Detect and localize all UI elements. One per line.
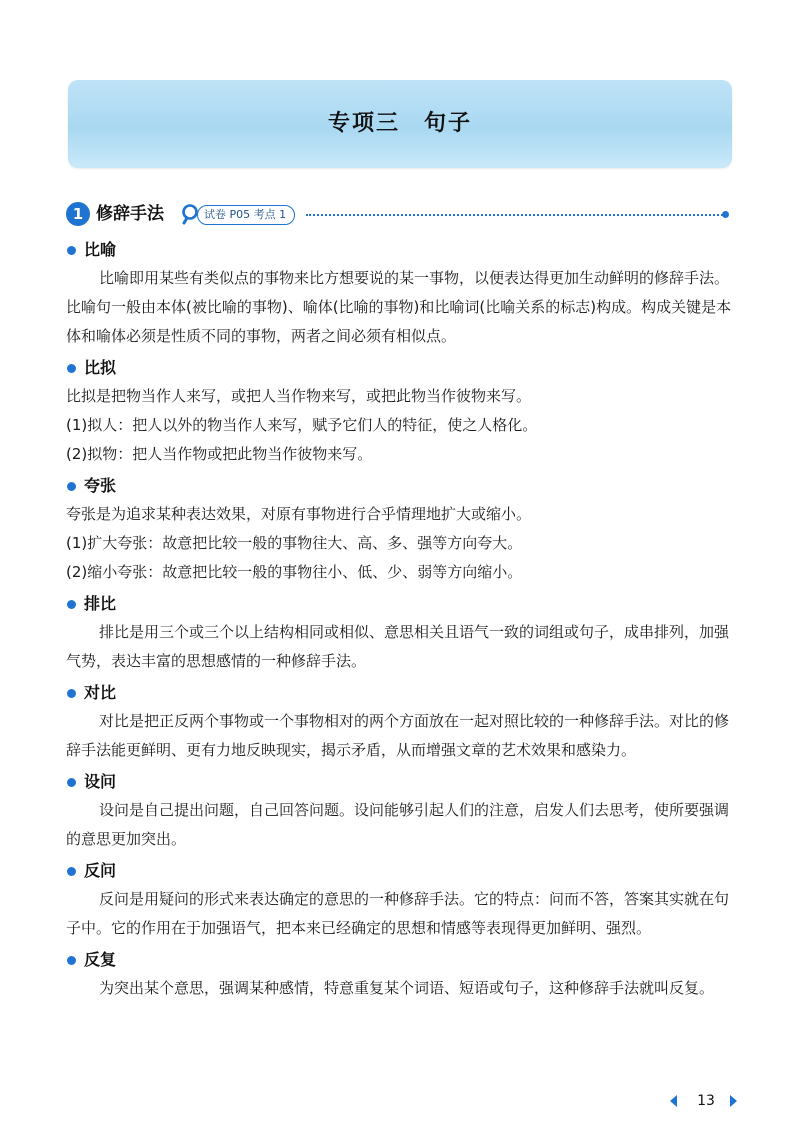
- item-heading: [66, 590, 736, 618]
- item-paragraph: (2)拟物：把人当作物或把此物当作彼物来写。: [66, 445, 373, 463]
- item-heading-text: 反复: [84, 950, 117, 969]
- chapter-title-part1: 专项三: [327, 111, 400, 136]
- item-heading-text: 设问: [84, 772, 117, 791]
- section-title: 修辞手法: [96, 204, 164, 224]
- rhetoric-item-rhetorical-question: [66, 768, 736, 854]
- rhetoric-item-contrast: [66, 679, 736, 765]
- section-number-badge: 1: [66, 202, 90, 226]
- bullet-dot-icon: [67, 482, 76, 491]
- divider-end-dot: [722, 211, 729, 218]
- item-paragraph: (2)缩小夸张：故意把比较一般的事物往小、低、少、弱等方向缩小。: [66, 563, 523, 581]
- bullet-dot-icon: [67, 689, 76, 698]
- item-paragraph: 比喻即用某些有类似点的事物来比方想要说的某一事物，以便表达得更加生动鲜明的修辞手法。比喻句一般由本体(被比喻的事物)、喻体(比喻的事物)和比喻词(比喻关系的标志)构成。构成关键是本体和喻体必须是性质不同的事物，两者之间必须有相似点。: [66, 269, 732, 345]
- reference-tag-label: 试卷 P05 考点 1: [197, 205, 295, 225]
- item-paragraph: 夸张是为追求某种表达效果，对原有事物进行合乎情理地扩大或缩小。: [66, 505, 532, 523]
- chapter-title-part2: 句子: [424, 111, 473, 136]
- item-heading-text: 对比: [84, 683, 117, 702]
- bullet-dot-icon: [67, 778, 76, 787]
- section-divider: [306, 214, 726, 216]
- item-heading: [66, 472, 736, 500]
- section-content: [66, 236, 736, 1003]
- item-heading: [66, 857, 736, 885]
- page-number: 13: [697, 1093, 715, 1109]
- item-paragraph: 排比是用三个或三个以上结构相同或相似、意思相关且语气一致的词组或句子，成串排列，加强气势，表达丰富的思想感情的一种修辞手法。: [66, 623, 730, 670]
- rhetoric-item-repetition: [66, 946, 736, 1003]
- triangle-left-icon[interactable]: [670, 1095, 677, 1107]
- item-paragraph: 对比是把正反两个事物或一个事物相对的两个方面放在一起对照比较的一种修辞手法。对比的修辞手法能更鲜明、更有力地反映现实，揭示矛盾，从而增强文章的艺术效果和感染力。: [66, 712, 730, 759]
- item-heading: [66, 354, 736, 382]
- item-heading: [66, 679, 736, 707]
- item-paragraph: (1)拟人：把人以外的物当作人来写，赋予它们人的特征，使之人格化。: [66, 416, 538, 434]
- triangle-right-icon[interactable]: [730, 1095, 737, 1107]
- item-heading: [66, 768, 736, 796]
- page-footer: [664, 1090, 744, 1112]
- rhetoric-item-simile: [66, 236, 736, 351]
- item-paragraph: 反问是用疑问的形式来表达确定的意思的一种修辞手法。它的特点：问而不答，答案其实就在句子中。它的作用在于加强语气，把本来已经确定的思想和情感等表现得更加鲜明、强烈。: [66, 890, 730, 937]
- item-heading: [66, 946, 736, 974]
- item-heading-text: 夸张: [84, 476, 117, 495]
- rhetoric-item-counter-question: [66, 857, 736, 943]
- item-paragraph: (1)扩大夸张：故意把比较一般的事物往大、高、多、强等方向夸大。: [66, 534, 523, 552]
- section-header: [66, 200, 736, 228]
- bullet-dot-icon: [67, 246, 76, 255]
- item-heading-text: 比拟: [84, 358, 117, 377]
- chapter-title: [68, 80, 732, 168]
- item-paragraph: 为突出某个意思，强调某种感情，特意重复某个词语、短语或句子，这种修辞手法就叫反复。: [99, 979, 715, 997]
- item-heading-text: 排比: [84, 594, 117, 613]
- item-heading-text: 反问: [84, 861, 117, 880]
- item-paragraph: 设问是自己提出问题，自己回答问题。设问能够引起人们的注意，启发人们去思考，使所要强调的意思更加突出。: [66, 801, 730, 848]
- item-heading: [66, 236, 736, 264]
- bullet-dot-icon: [67, 867, 76, 876]
- item-paragraph: 比拟是把物当作人来写，或把人当作物来写，或把此物当作彼物来写。: [66, 387, 532, 405]
- rhetoric-item-analogy: [66, 354, 736, 469]
- chapter-banner: [68, 80, 732, 168]
- rhetoric-item-parallelism: [66, 590, 736, 676]
- bullet-dot-icon: [67, 364, 76, 373]
- bullet-dot-icon: [67, 600, 76, 609]
- item-heading-text: 比喻: [84, 240, 117, 259]
- rhetoric-item-hyperbole: [66, 472, 736, 587]
- bullet-dot-icon: [67, 956, 76, 965]
